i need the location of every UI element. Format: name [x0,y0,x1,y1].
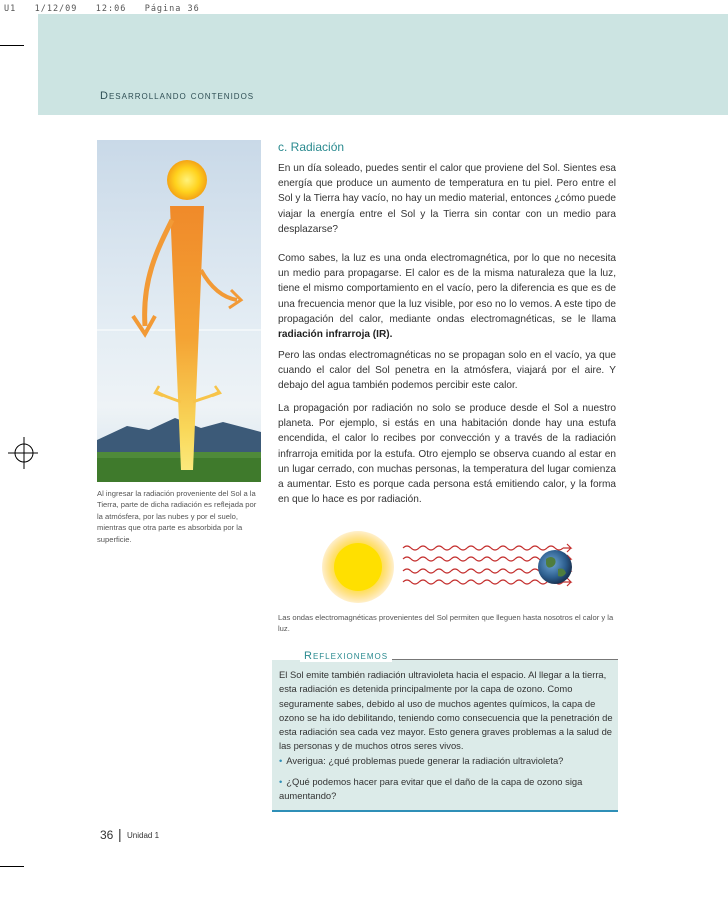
registration-mark-left [8,437,40,469]
paragraph-text: En un día soleado, puedes sentir el calor que proviene del Sol. Sientes esa energía que produce un aumento de temperatura en tu piel. Pero entre el Sol y la Tierra hay vacío, no hay un medio material, entonces ¿cómo puede viajar la energía entre el Sol y la Tierra sin contar con un medio para desplazarse? [278,163,616,235]
list-item [279,754,615,768]
list-item-text: ¿Qué podemos hacer para evitar que el daño de la capa de ozono siga aumentando? [279,776,583,802]
paragraph [278,161,616,237]
bullet-icon: • [279,776,283,787]
unit-label: Unidad 1 [127,831,160,840]
list-item-text: Averigua: ¿qué problemas puede generar la radiación ultravioleta? [286,755,564,766]
page-separator: | [118,826,122,842]
crop-mark [0,866,24,867]
paragraph-text: La propagación por radiación no solo se produce desde el Sol a nuestro planeta. Por ejemplo, si estás en una habitación donde hay una estufa encendida, el calor lo recibes por convección y a través de la radiación infrarroja emitida por la estufa. Otro ejemplo se observa cuando al estar en un lugar cerrado, con muchas personas, la temperatura del lugar comienza a aumentar. Esto es porque cada persona está emitiendo calor, y la forma en que lo hace es por radiación. [278,403,616,506]
reflection-title: Reflexionemos [300,650,392,662]
paragraph [278,401,616,507]
divider [392,659,618,660]
crop-mark [0,45,24,46]
print-slug: U1 1/12/09 12:06 Página 36 [4,4,200,14]
reflection-text: El Sol emite también radiación ultravioleta hacia el espacio. Al llegar a la tierra, esta radiación es detenida principalmente por la capa de ozono. Como seguramente sabes, debido al uso de muchos agentes químicos, la capa de ozono se ha ido debilitando, teniendo como consecuencia que la penetración de esta radiación sea cada vez mayor. Esto genera graves problemas a la salud de las personas y de muchos otros seres vivos. [279,669,613,752]
paragraph-text: Como sabes, la luz es una onda electromagnética, por lo que no necesita un medio para propagarse. El calor es de la misma naturaleza que la luz, tiene el mismo comportamiento en el vacío, pero la diferencia es que es de una frecuencia menor que la luz visible, por eso no lo vemos. A este tipo de propagación del calor, mediante ondas electromagnéticas, se le llama [278,253,616,325]
list-item [279,775,615,804]
subsection-title: c. Radiación [278,140,345,154]
sun-earth-waves-illustration [278,515,618,610]
page-number: 36 [100,828,114,842]
illustration-caption: Al ingresar la radiación proveniente del Sol a la Tierra, parte de dicha radiación es reflejada por la atmósfera, por las nubes y por el suelo, mientras que otra parte es absorbida por la superficie. [97,489,257,544]
section-title: Desarrollando contenidos [100,90,255,102]
paragraph-text: Pero las ondas electromagnéticas no se propagan solo en el vacío, ya que cuando el calor del Sol penetra en la atmósfera, viajará por el aire. Y debajo del agua también podemos percibir este calor. [278,350,616,392]
sun-radiation-illustration [97,140,261,482]
paragraph [278,251,616,342]
key-term: radiación infrarroja (IR). [278,329,393,341]
bullet-icon: • [279,755,283,766]
illustration-caption: Las ondas electromagnéticas provenientes del Sol permiten que lleguen hasta nosotros el calor y la luz. [278,613,614,634]
paragraph [278,348,616,394]
